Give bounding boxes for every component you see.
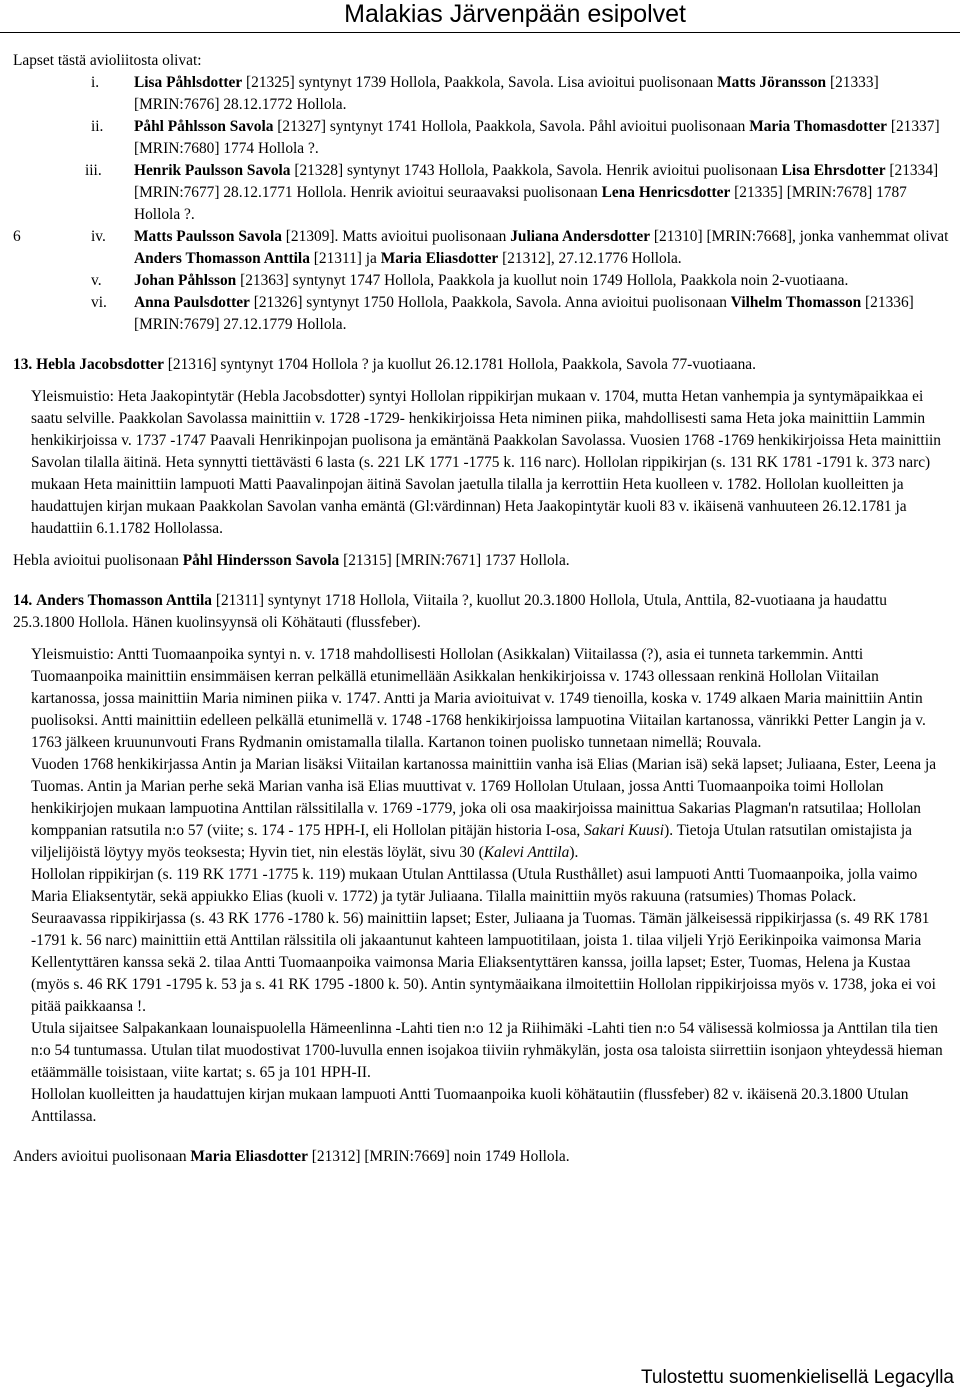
- spouse-name: Juliana Andersdotter: [510, 228, 651, 245]
- child-name: Påhl Påhlsson Savola: [134, 118, 274, 135]
- source-author: Kalevi Anttila: [483, 844, 570, 861]
- spouse-name: Lisa Ehrsdotter: [781, 162, 886, 179]
- note-paragraph: Yleismuistio: Antti Tuomaanpoika syntyi n. v. 1718 mahdollisesti Hollolan (Asikkalan) Viitailassa (?), asia ei tunneta tarkemmin. Antti Tuomaanpoika mainittiin ensimmäisen kerran pelkällä etunimellään Asikkalan henkikirjoissa v. 1743 ollessaan renkinä Hollolan Viitailan kartanossa, jossa mainittiin Maria niminen piika v. 1747. Antti ja Maria avioituivat v. 1749 tienoilla, koska v. 1749 alkaen Maria mainittiin Antin puolisoksi. Antti mainittiin edelleen pelkällä etunimellä v. 1748 -1768 henkikirjoissa lampuotina Viitailan kartanossa, vänrikki Petter Langin ja v. 1763 jälkeen kruununvouti Frans Rydmanin omistamalla tilalla. Kartanon toinen puolisko tunnetaan nimellä; Rouvala.: [31, 646, 926, 751]
- child-name: Anna Paulsdotter: [134, 294, 250, 311]
- person-14-entry: [13, 590, 949, 634]
- child-text: [21327] syntynyt 1741 Hollola, Paakkola, Savola. Påhl avioitui puolisonaan: [273, 118, 750, 135]
- page-header-title: Malakias Järvenpään esipolvet: [344, 0, 686, 28]
- page-footer: Tulostettu suomenkielisellä Legacylla: [641, 1367, 954, 1388]
- person-name: Anders Thomasson Anttila: [36, 592, 213, 609]
- child-entry: [13, 72, 949, 116]
- child-name: Lisa Påhlsdotter: [134, 74, 243, 91]
- child-text: [21310] [MRIN:7668], jonka vanhemmat olivat: [650, 228, 949, 245]
- child-name: Henrik Paulsson Savola: [134, 162, 291, 179]
- child-number: ii.: [91, 118, 104, 135]
- person-text: [21311] syntynyt 1718 Hollola, Viitaila ?, kuollut 20.3.1800 Hollola, Utula, Anttila, 82-vuotiaana ja haudattu 25.3.1800 Hollola. Hänen kuolinsyynsä oli Köhätauti (flussfeber).: [13, 592, 887, 631]
- spouse-name: Maria Thomasdotter: [749, 118, 887, 135]
- spouse-name: Matts Jöransson: [717, 74, 827, 91]
- spouse-name: Vilhelm Thomasson: [730, 294, 862, 311]
- note-paragraph: Hollolan kuolleitten ja haudattujen kirjan mukaan lampuoti Antti Tuomaanpoika kuoli köhätautiin (flussfeber) 82 v. ikäisenä 20.3.1800 Utulan Anttilassa.: [31, 1086, 909, 1125]
- spouse-name: Maria Eliasdotter: [190, 1148, 308, 1165]
- child-name: Johan Påhlsson: [134, 272, 237, 289]
- child-entry: [13, 226, 949, 270]
- person-13-marriage: [13, 550, 949, 572]
- child-entry: [13, 116, 949, 160]
- child-text: [21333] [MRIN:7676] 28.12.1772 Hollola.: [134, 74, 879, 113]
- parent-name: Maria Eliasdotter: [380, 250, 499, 267]
- note-paragraph: Seuraavassa rippikirjassa (s. 43 RK 1776 -1780 k. 56) mainittiin lapset; Ester, Juliaana ja Tuomas. Tämän jälkeisessä rippikirjassa (s. 49 RK 1781 -1791 k. 56 narc) mainittiin että Anttilan rälssitila oli jakaantunut kahteen lampuotitilaan, joista 1. tilaa viljeli Yrjö Eerikinpoika vaimonsa Maria Kellentyttären kanssa sekä 2. tilaa Antti Tuomaanpoika vaimonsa Maria Eliaksentyttären kanssa, joilla lapset; Ester, Tuomas, Helena ja Kustaa (myös s. 46 RK 1791 -1795 k. 53 ja s. 41 RK 1795 -1800 k. 50). Antin syntymäaikana ilmoitettiin Hollolan rippikirjoissa myös v. 1738, joka ei voi pitää paikkaansa !.: [31, 910, 936, 1015]
- marriage-text: [21312] [MRIN:7669] noin 1749 Hollola.: [307, 1148, 570, 1165]
- note-paragraph: Utula sijaitsee Salpakankaan lounaispuolella Hämeenlinna -Lahti tien n:o 12 ja Riihimäki -Lahti tien n:o 54 välisessä kolmiossa ja Anttilan tila tien n:o 54 tuntumassa. Utulan tilat muodostivat 1700-luvulla ennen isojakoa tiiviin ryhmäkylän, josta osa taloista siirrettiin isonjaon yhteydessä hieman etäämmälle toisistaan, viite kartat; s. 65 ja 101 HPH-II.: [31, 1020, 943, 1081]
- person-14-marriage: [13, 1146, 949, 1168]
- header-divider: [0, 32, 960, 33]
- child-text: [21334] [MRIN:7677] 28.12.1771 Hollola. Henrik avioitui seuraavaksi puolisonaan: [134, 162, 939, 201]
- child-entry: [13, 160, 949, 226]
- note-paragraph: Hollolan rippikirjan (s. 119 RK 1771 -1775 k. 119) mukaan Utulan Anttilassa (Utula Rusthållet) asui lampuoti Antti Tuomaanpoika, jolla vaimo Maria Eliaksentytär, sekä appiukko Elias (kuoli v. 1772) ja tytär Juliaana. Tilalla mainittiin myös rakuuna (ratsumies) Thomas Polack.: [31, 866, 918, 905]
- person-number: 14.: [13, 592, 33, 609]
- child-text: [21311] ja: [309, 250, 381, 267]
- child-text: [21336] [MRIN:7679] 27.12.1779 Hollola.: [134, 294, 914, 333]
- child-text: [21312], 27.12.1776 Hollola.: [498, 250, 682, 267]
- spouse-name: Lena Henricsdotter: [601, 184, 731, 201]
- child-number: iv.: [91, 228, 106, 245]
- child-text: [21335] [MRIN:7678] 1787 Hollola ?.: [134, 184, 907, 223]
- child-entry: [13, 292, 949, 336]
- child-text: [21363] syntynyt 1747 Hollola, Paakkola ja kuollut noin 1749 Hollola, Paakkola noin 2-vuotiaana.: [236, 272, 849, 289]
- child-number: iii.: [85, 162, 102, 179]
- marriage-text: Hebla avioitui puolisonaan: [13, 552, 183, 569]
- child-text: [21326] syntynyt 1750 Hollola, Paakkola, Savola. Anna avioitui puolisonaan: [249, 294, 731, 311]
- child-text: [21328] syntynyt 1743 Hollola, Paakkola, Savola. Henrik avioitui puolisonaan: [290, 162, 782, 179]
- person-number: 13.: [13, 356, 33, 373]
- source-author: Sakari Kuusi: [584, 822, 665, 839]
- children-intro: Lapset tästä avioliitosta olivat:: [13, 52, 202, 69]
- child-text: [21337] [MRIN:7680] 1774 Hollola ?.: [134, 118, 940, 157]
- note-paragraph: [31, 754, 949, 864]
- child-number: i.: [91, 74, 100, 91]
- document-body: [13, 50, 949, 1168]
- marriage-text: [21315] [MRIN:7671] 1737 Hollola.: [339, 552, 570, 569]
- child-text: [21309]. Matts avioitui puolisonaan: [281, 228, 511, 245]
- child-number: vi.: [91, 294, 107, 311]
- child-entry: [13, 270, 949, 292]
- marriage-text: Anders avioitui puolisonaan: [13, 1148, 191, 1165]
- parent-name: Anders Thomasson Anttila: [134, 250, 310, 267]
- note-text: Vuoden 1768 henkikirjassa Antin ja Marian lisäksi Viitailan kartanossa mainittiin vanha isä Elias (Marian isä) sekä lapset; Juliaana, Ester, Leena ja Tuomas. Antin ja Marian perhe sekä Marian vanha isä Elias muuttivat v. 1769 Hollolan Utulaan, jossa Antti Tuomaanpoika toimi Hollolan henkikirjojen mukaan lampuotina Anttilan rälssitilalla v. 1769 -1779, joka oli osa maakirjoissa mainittua Sakarias Plagman'n ratsutilaa; Hollolan komppanian ratsutila n:o 57 (viite; s. 174 - 175 HPH-I, eli Hollolan pitäjän historia I-osa,: [31, 756, 937, 839]
- child-name: Matts Paulsson Savola: [134, 228, 282, 245]
- person-name: Hebla Jacobsdotter: [36, 356, 164, 373]
- person-14-notes: [31, 644, 949, 1128]
- child-text: [21325] syntynyt 1739 Hollola, Paakkola, Savola. Lisa avioitui puolisonaan: [242, 74, 718, 91]
- spouse-name: Påhl Hindersson Savola: [182, 552, 340, 569]
- person-13-note: Yleismuistio: Heta Jaakopintytär (Hebla Jacobsdotter) syntyi Hollolan rippikirjan mukaan v. 1704, mutta Hetan vanhempia ja syntymäpaikkaa ei saatu selville. Paakkolan Savolassa mainittiin v. 1728 -1729- henkikirjoissa Heta niminen piika, mahdollisesti sama Heta joka mainittiin Lammin henkikirjoissa v. 1737 -1747 Paavali Henrikinpojan puolisona ja emäntänä Paakkolan Savolassa. Vuosien 1768 -1769 henkikirjoissa Heta mainittiin Savolan tilalla äitinä. Heta synnytti tiettävästi 6 lasta (s. 221 LK 1771 -1775 k. 116 narc). Hollolan rippikirjan (s. 131 RK 1781 -1791 k. 373 narc) mukaan Heta mainittiin lampuoti Matti Paavalinpojan äitinä Savolan jaetulla tilalla ja kerrottiin Heta kuolleen v. 1782. Hollolan kuolleitten ja haudattujen kirjan mukaan Paakkolan Savolan vanha emäntä (Gl:värdinnan) Heta Jaakopintytär kuoli 83 v. ikäisenä vanhuuteen 26.12.1781 ja haudattiin 6.1.1782 Hollolassa.: [31, 388, 941, 537]
- person-13-entry: [13, 354, 949, 376]
- person-text: [21316] syntynyt 1704 Hollola ? ja kuollut 26.12.1781 Hollola, Paakkola, Savola 77-vuotiaana.: [163, 356, 756, 373]
- child-number: v.: [91, 272, 102, 289]
- note-text: ).: [569, 844, 579, 861]
- note-text: ). Tietoja Utulan ratsutilan omistajista ja viljelijöistä löytyy myös teoksesta; Hyvin tiet, nin elestäs löylät, sivu 30 (: [31, 822, 912, 861]
- generation-number: 6: [13, 228, 21, 245]
